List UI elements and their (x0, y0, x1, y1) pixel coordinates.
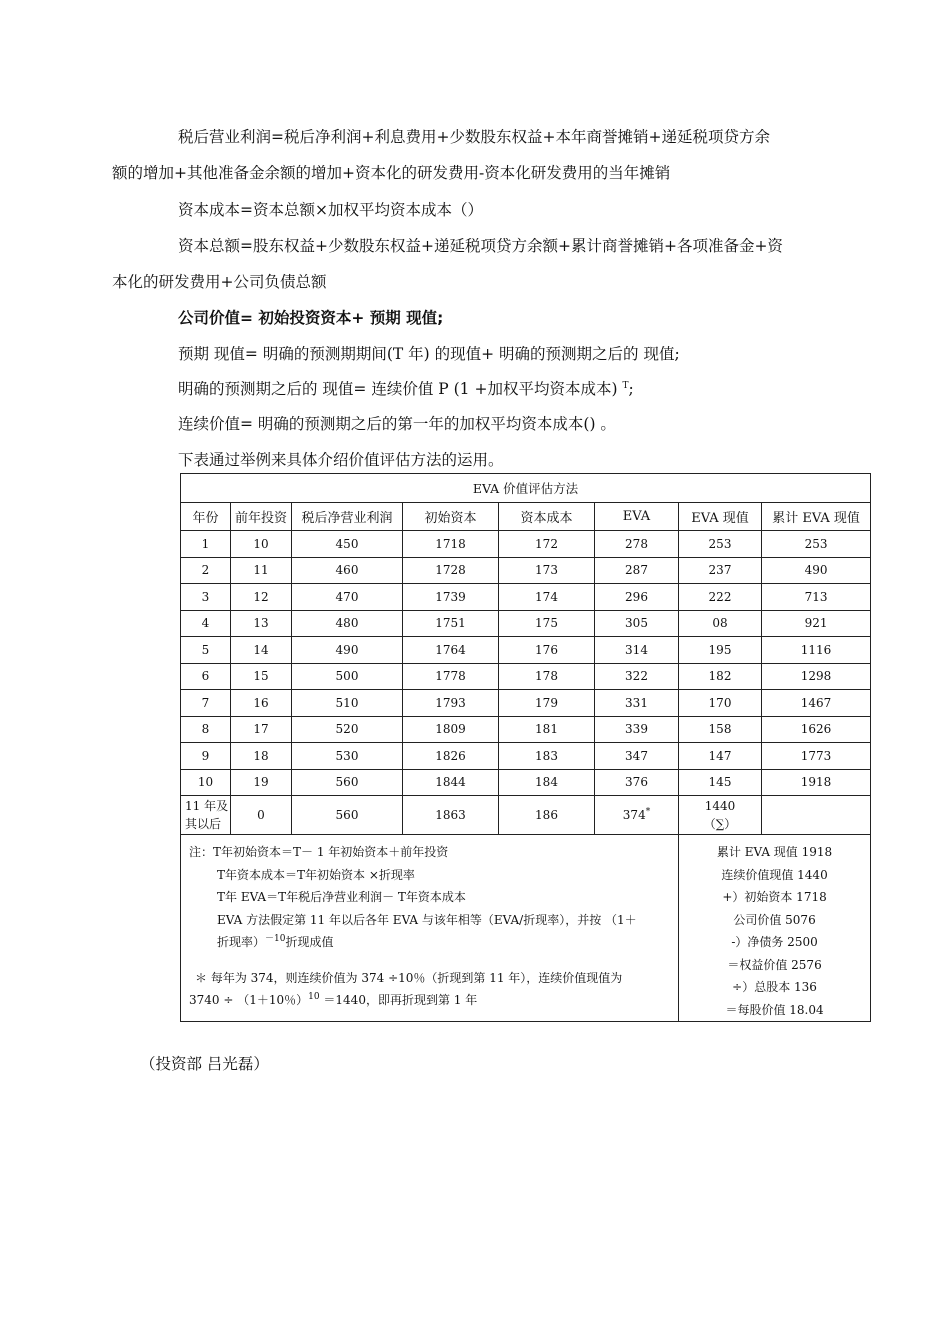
table-cell: 222 (679, 584, 762, 611)
sigma-label: （∑） (703, 817, 737, 831)
table-cell: 1809 (403, 716, 499, 743)
text-line: 明确的预测期之后的 现值= 连续价值 P (1 +加权平均资本成本) (178, 380, 618, 398)
table-row (181, 584, 871, 611)
table-cell: 480 (292, 610, 403, 637)
table-title: EVA 价值评估方法 (181, 474, 871, 503)
table-cell (762, 796, 871, 835)
table-cell: 10 (231, 531, 292, 558)
text-line: 折现率） (217, 935, 266, 949)
table-header-row (181, 503, 871, 531)
note-line: 注：T年初始资本＝T－ 1 年初始资本＋前年投资 (189, 845, 449, 859)
table-row (181, 531, 871, 558)
note-line (189, 989, 670, 1012)
table-cell: 921 (762, 610, 871, 637)
table-cell: 14 (231, 637, 292, 664)
table-row (181, 743, 871, 770)
table-cell: 16 (231, 690, 292, 717)
table-cell: 1778 (403, 663, 499, 690)
table-cell: 1626 (762, 716, 871, 743)
table-cell: 490 (762, 557, 871, 584)
column-header: 前年投资 (231, 503, 292, 531)
table-notes (181, 835, 679, 1022)
table-cell: 296 (595, 584, 679, 611)
table-cell: 1764 (403, 637, 499, 664)
table-row (181, 716, 871, 743)
superscript: 10 (308, 992, 320, 1002)
table-cell: 6 (181, 663, 231, 690)
superscript: －10 (265, 934, 286, 944)
note-line (189, 931, 670, 954)
table-cell: 520 (292, 716, 403, 743)
table-cell: 339 (595, 716, 679, 743)
table-cell: 8 (181, 716, 231, 743)
table-cell: 1793 (403, 690, 499, 717)
text-line: ＝1440，即再折现到第 1 年 (319, 993, 478, 1007)
eva-cell (595, 796, 679, 835)
table-row (181, 637, 871, 664)
column-header: 累计 EVA 现值 (762, 503, 871, 531)
table-cell: 08 (679, 610, 762, 637)
footnote-mark: * (645, 807, 651, 817)
text-line: 额的增加+其他准备金余额的增加+资本化的研发费用-资本化研发费用的当年摊销 (112, 164, 671, 182)
summary-line: ÷）总股本 136 (732, 980, 817, 994)
table-cell: 7 (181, 690, 231, 717)
column-header: EVA (595, 503, 679, 531)
table-cell: 18 (231, 743, 292, 770)
note-line: ＊ 每年为 374，则连续价值为 374 ÷10％（折现到第 11 年），连续价值现值为 (195, 970, 623, 985)
table-cell: 181 (499, 716, 595, 743)
valuation-summary (679, 835, 871, 1022)
table-cell: 10 (181, 769, 231, 796)
table-cell: 147 (679, 743, 762, 770)
paragraph-company-value: 公司价值= 初始投资资本+ 预期 现值; (178, 309, 444, 327)
summary-line: ＝每股价值 18.04 (725, 1002, 824, 1017)
table-cell: 5 (181, 637, 231, 664)
table-cell: 331 (595, 690, 679, 717)
table-cell: 9 (181, 743, 231, 770)
table-cell: 376 (595, 769, 679, 796)
table-cell: 186 (499, 796, 595, 835)
note-line: T年资本成本＝T年初始资本 ×折现率 (217, 867, 415, 882)
table-cell: 176 (499, 637, 595, 664)
summary-line: 公司价值 5076 (733, 912, 816, 927)
table-cell: 347 (595, 743, 679, 770)
text-line: 资本总额=股东权益+少数股东权益+递延税项贷方余额+累计商誉摊销+各项准备金+资 (178, 237, 783, 255)
table-cell: 0 (231, 796, 292, 835)
table-cell: 195 (679, 637, 762, 664)
table-row (181, 690, 871, 717)
table-row (181, 663, 871, 690)
table-cell: 1298 (762, 663, 871, 690)
table-row (181, 769, 871, 796)
table-cell: 183 (499, 743, 595, 770)
table-cell: 2 (181, 557, 231, 584)
table-cell: 1728 (403, 557, 499, 584)
table-cell: 1863 (403, 796, 499, 835)
paragraph-nopat (112, 119, 815, 191)
table-cell: 253 (762, 531, 871, 558)
year-cell (181, 796, 231, 835)
table-cell: 560 (292, 796, 403, 835)
table-cell: 460 (292, 557, 403, 584)
table-cell: 560 (292, 769, 403, 796)
table-cell: 1467 (762, 690, 871, 717)
table-row (181, 557, 871, 584)
column-header: 年份 (181, 503, 231, 531)
table-cell: 172 (499, 531, 595, 558)
summary-line: +）初始资本 1718 (722, 890, 827, 904)
table-cell: 713 (762, 584, 871, 611)
text-line: 374 (622, 808, 646, 822)
paragraph-table-intro: 下表通过举例来具体介绍价值评估方法的运用。 (178, 451, 504, 469)
table-cell: 3 (181, 584, 231, 611)
table-cell: 1718 (403, 531, 499, 558)
note-line: T年 EVA＝T年税后净营业利润－ T年资本成本 (217, 890, 466, 904)
table-cell: 278 (595, 531, 679, 558)
table-cell: 158 (679, 716, 762, 743)
table-cell: 175 (499, 610, 595, 637)
text-line: 折现成值 (285, 935, 334, 949)
table-cell: 1116 (762, 637, 871, 664)
table-cell: 287 (595, 557, 679, 584)
notes-row (181, 835, 871, 1022)
table-cell: 4 (181, 610, 231, 637)
table-cell: 530 (292, 743, 403, 770)
table-cell: 178 (499, 663, 595, 690)
table-cell: 253 (679, 531, 762, 558)
table-cell: 1751 (403, 610, 499, 637)
text-line: 其以后 (185, 817, 222, 831)
table-cell: 305 (595, 610, 679, 637)
table-cell: 173 (499, 557, 595, 584)
table-cell: 11 (231, 557, 292, 584)
table-cell: 182 (679, 663, 762, 690)
text-line: ; (628, 380, 634, 398)
table-cell: 490 (292, 637, 403, 664)
author-footer: （投资部 吕光磊） (140, 1055, 269, 1073)
column-header: EVA 现值 (679, 503, 762, 531)
text-line: 本化的研发费用+公司负债总额 (112, 273, 327, 291)
table-cell: 1739 (403, 584, 499, 611)
table-cell: 174 (499, 584, 595, 611)
table-cell: 1773 (762, 743, 871, 770)
table-cell: 510 (292, 690, 403, 717)
table-cell: 237 (679, 557, 762, 584)
table-cell: 179 (499, 690, 595, 717)
table-cell: 19 (231, 769, 292, 796)
table-cell: 470 (292, 584, 403, 611)
summary-line: ＝权益价值 2576 (727, 957, 822, 972)
note-line: EVA 方法假定第 11 年以后各年 EVA 与该年相等（EVA/折现率），并按 （1＋ (217, 912, 637, 927)
table-cell: 1 (181, 531, 231, 558)
summary-line: 累计 EVA 现值 1918 (716, 845, 833, 859)
text-line: 1440 (704, 799, 736, 813)
table-cell: 17 (231, 716, 292, 743)
text-line: 税后营业利润=税后净利润+利息费用+少数股东权益+本年商誉摊销+递延税项贷方余 (178, 128, 770, 146)
text-line: 3740 ÷ （1＋10％） (189, 993, 309, 1007)
text-line: 11 年及 (185, 799, 229, 813)
table-cell: 170 (679, 690, 762, 717)
table-cell: 500 (292, 663, 403, 690)
paragraph-capital-cost: 资本成本=资本总额×加权平均资本成本（） (178, 201, 483, 219)
pv-cell (679, 796, 762, 835)
table-cell: 184 (499, 769, 595, 796)
table-cell: 12 (231, 584, 292, 611)
column-header: 税后净营业利润 (292, 503, 403, 531)
table-cell: 1826 (403, 743, 499, 770)
table-cell: 450 (292, 531, 403, 558)
column-header: 初始资本 (403, 503, 499, 531)
summary-line: 连续价值现值 1440 (721, 867, 828, 882)
table-row (181, 610, 871, 637)
paragraph-continuing-value: 连续价值= 明确的预测期之后的第一年的加权平均资本成本() 。 (178, 415, 616, 433)
table-cell: 1918 (762, 769, 871, 796)
table-cell: 145 (679, 769, 762, 796)
paragraph-capital-total (112, 228, 815, 300)
table-cell: 322 (595, 663, 679, 690)
eva-valuation-table (180, 473, 871, 1022)
table-row-after-year-11 (181, 796, 871, 835)
table-body (181, 531, 871, 796)
superscript: T (622, 380, 629, 391)
summary-line: -）净债务 2500 (731, 935, 818, 949)
table-cell: 314 (595, 637, 679, 664)
table-cell: 1844 (403, 769, 499, 796)
table-cell: 15 (231, 663, 292, 690)
paragraph-expected-pv: 预期 现值= 明确的预测期期间(T 年) 的现值+ 明确的预测期之后的 现值; (178, 345, 680, 363)
paragraph-after-period-pv (145, 371, 815, 407)
column-header: 资本成本 (499, 503, 595, 531)
table-cell: 13 (231, 610, 292, 637)
